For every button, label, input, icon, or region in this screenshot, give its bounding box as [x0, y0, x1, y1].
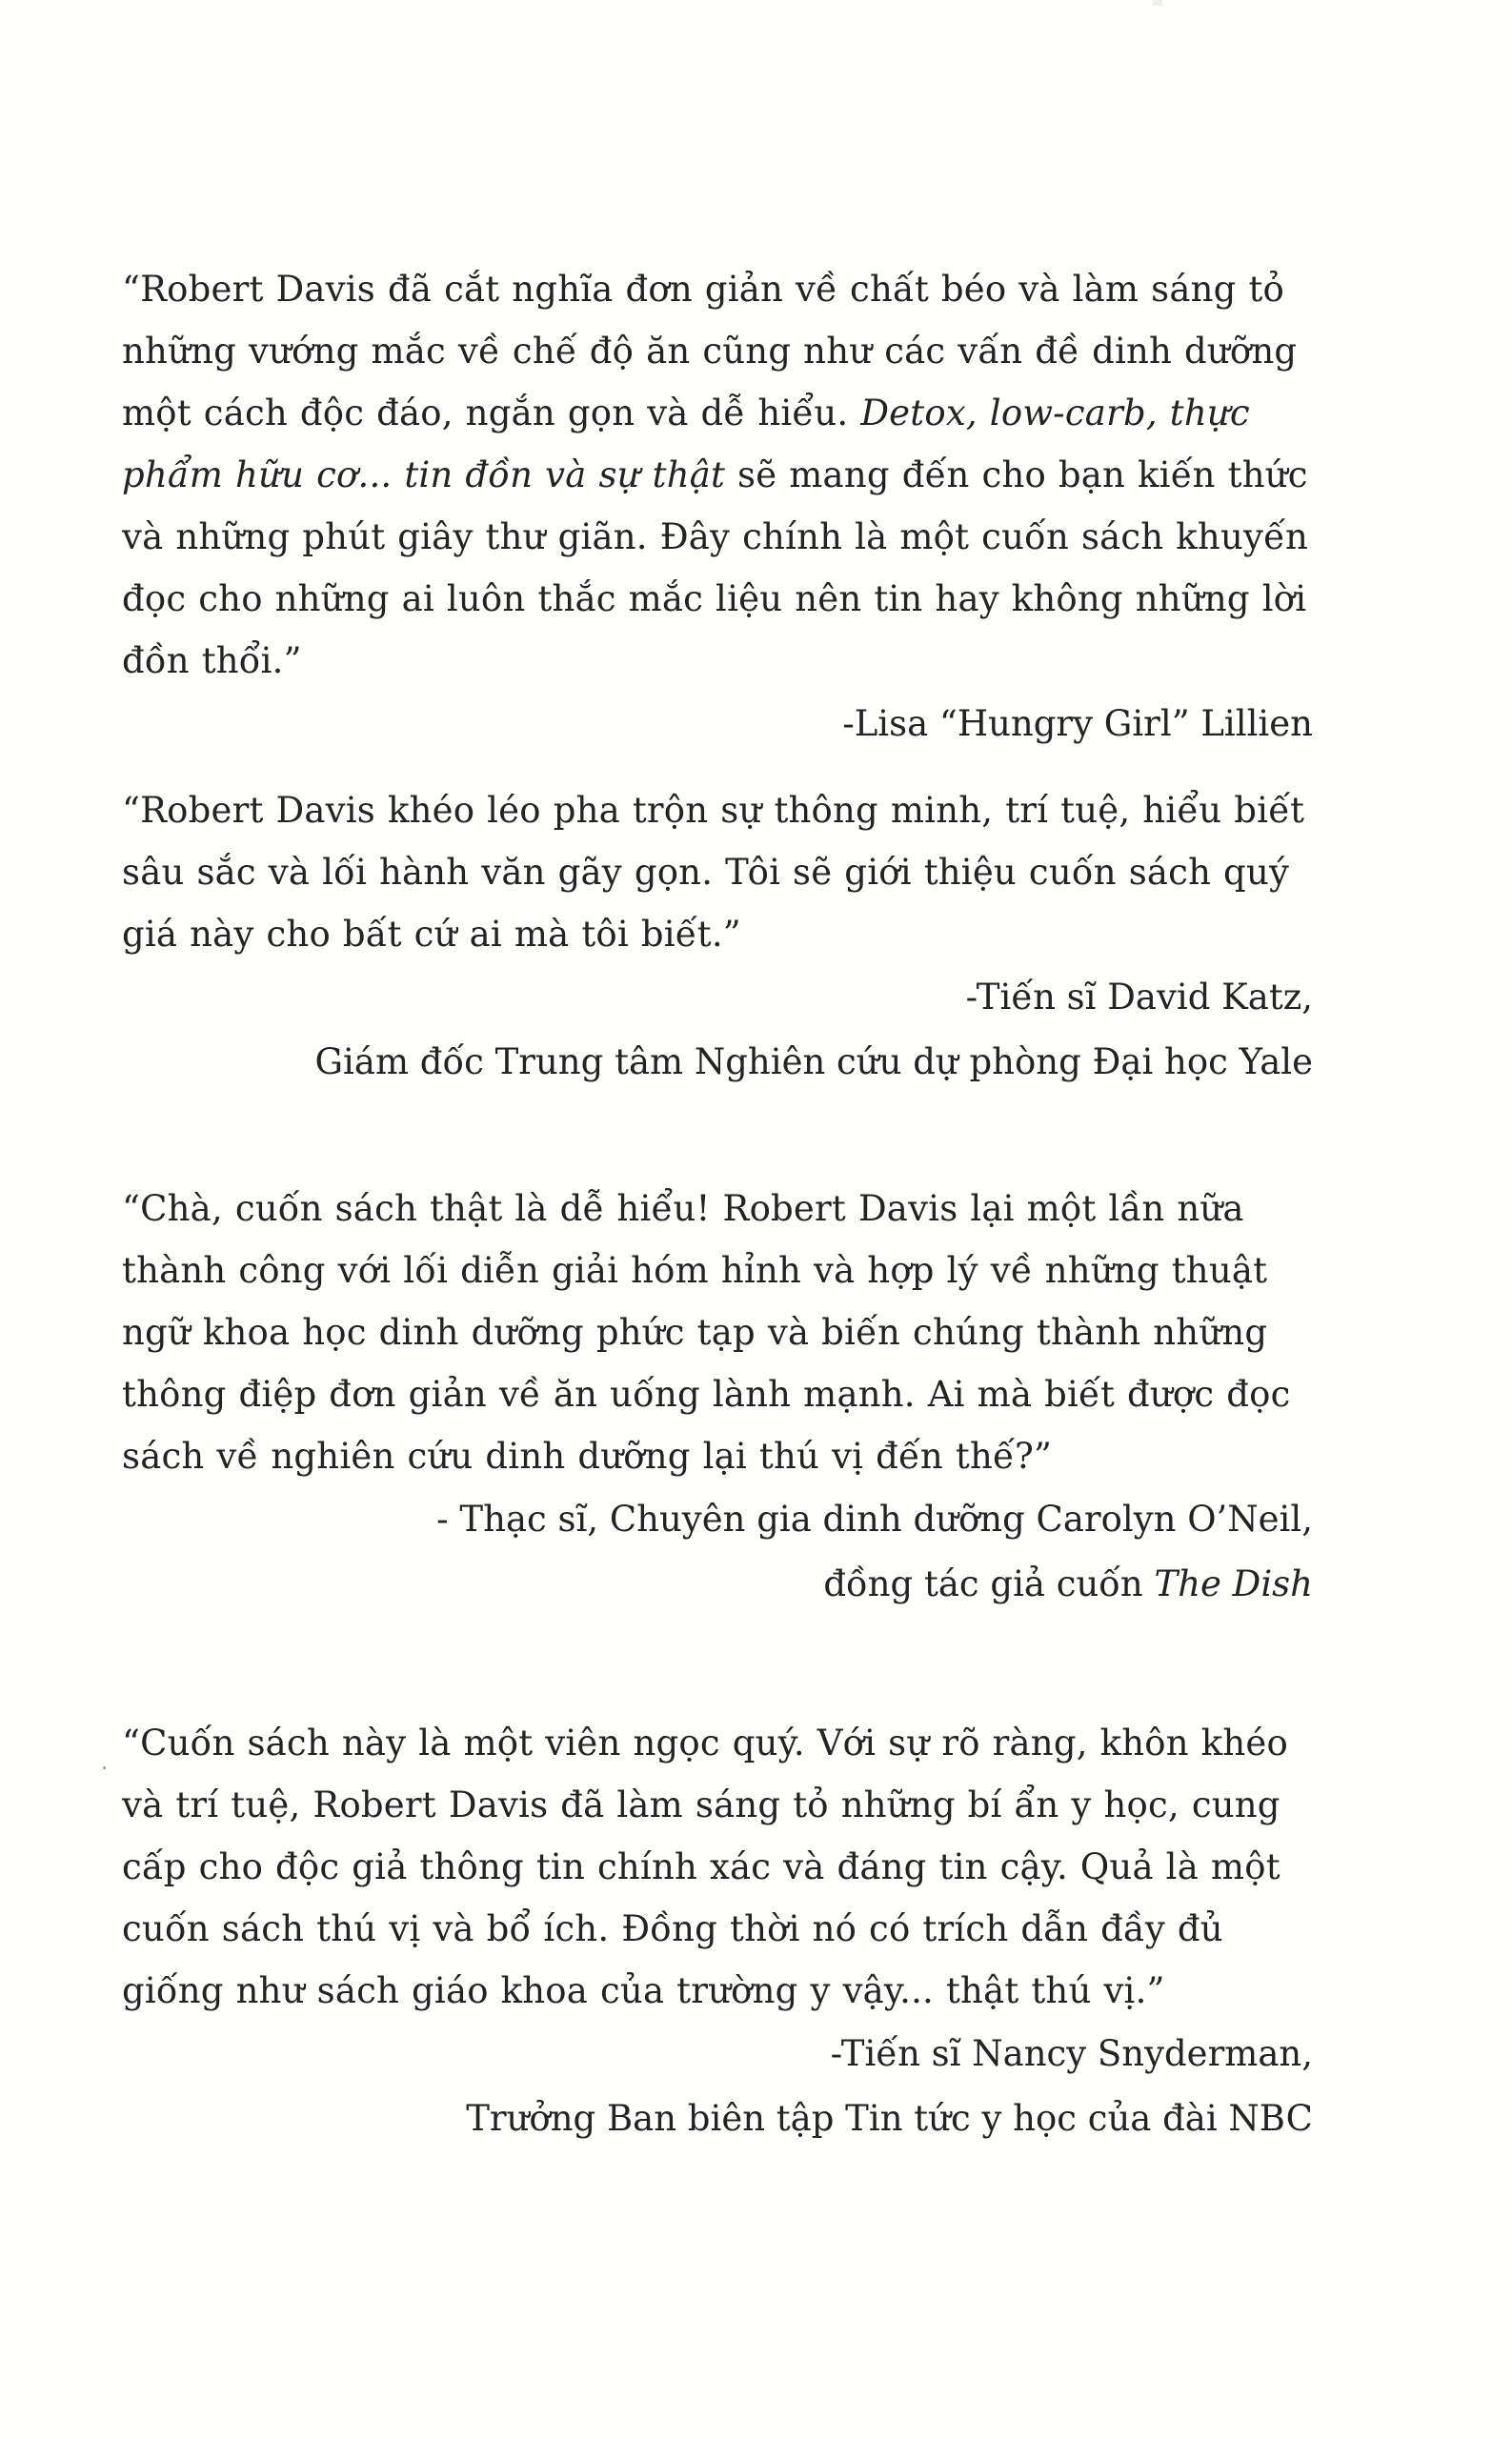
- book-title-italic: Detox, low-carb, thực phẩm hữu cơ... tin đồn và sự thật: [122, 393, 1250, 495]
- testimonial-nancy-snyderman: [122, 1712, 1313, 2151]
- testimonial-lisa-lillien: [122, 258, 1313, 756]
- attribution-role: Giám đốc Trung tâm Nghiên cứu dự phòng Đại học Yale: [314, 1041, 1313, 1082]
- scan-mark: [1153, 0, 1162, 6]
- book-title-italic: The Dish: [1154, 1563, 1313, 1604]
- attribution-name: -Lisa “Hungry Girl” Lillien: [842, 703, 1313, 744]
- scan-speck: [103, 1766, 106, 1769]
- testimonial-carolyn-oneil: [122, 1178, 1313, 1617]
- quote-text: [122, 258, 1313, 692]
- attribution-name: -Tiến sĩ Nancy Snyderman,: [830, 2033, 1313, 2074]
- quote-text: “Robert Davis khéo léo pha trộn sự thông minh, trí tuệ, hiểu biết sâu sắc và lối hành văn gãy gọn. Tôi sẽ giới thiệu cuốn sách quý giá này cho bất cứ ai mà tôi biết.”: [122, 790, 1305, 955]
- attribution-role-prefix: đồng tác giả cuốn: [823, 1563, 1155, 1604]
- quote-text-part: sẽ mang đến cho bạn kiến thức và những phút giây thư giãn. Đây chính là một cuốn sách khuyến đọc cho những ai luôn thắc mắc liệu nên tin hay không những lời đồn thổi.”: [122, 454, 1309, 681]
- attribution-role: [122, 1552, 1313, 1617]
- quote-text-part: “Robert Davis đã cắt nghĩa đơn giản về chất béo và làm sáng tỏ những vướng mắc về chế độ ăn cũng như các vấn đề dinh dưỡng một cách độc đáo, ngắn gọn và dễ hiểu.: [122, 269, 1298, 433]
- testimonial-david-katz: [122, 779, 1313, 1095]
- quote-text: “Cuốn sách này là một viên ngọc quý. Với sự rõ ràng, khôn khéo và trí tuệ, Robert Davis đã làm sáng tỏ những bí ẩn y học, cung cấp cho độc giả thông tin chính xác và đáng tin cậy. Quả là một cuốn sách thú vị và bổ ích. Đồng thời nó có trích dẫn đầy đủ giống như sách giáo khoa của trường y vậy... thật thú vị.”: [122, 1723, 1288, 2011]
- quote-text: “Chà, cuốn sách thật là dễ hiểu! Robert Davis lại một lần nữa thành công với lối diễn giải hóm hỉnh và hợp lý về những thuật ngữ khoa học dinh dưỡng phức tạp và biến chúng thành những thông điệp đơn giản về ăn uống lành mạnh. Ai mà biết được đọc sách về nghiên cứu dinh dưỡng lại thú vị đến thế?”: [122, 1188, 1291, 1477]
- attribution-role: Trưởng Ban biên tập Tin tức y học của đài NBC: [466, 2098, 1313, 2139]
- attribution-name: -Tiến sĩ David Katz,: [965, 977, 1313, 1018]
- attribution-name: - Thạc sĩ, Chuyên gia dinh dưỡng Carolyn O’Neil,: [436, 1499, 1313, 1540]
